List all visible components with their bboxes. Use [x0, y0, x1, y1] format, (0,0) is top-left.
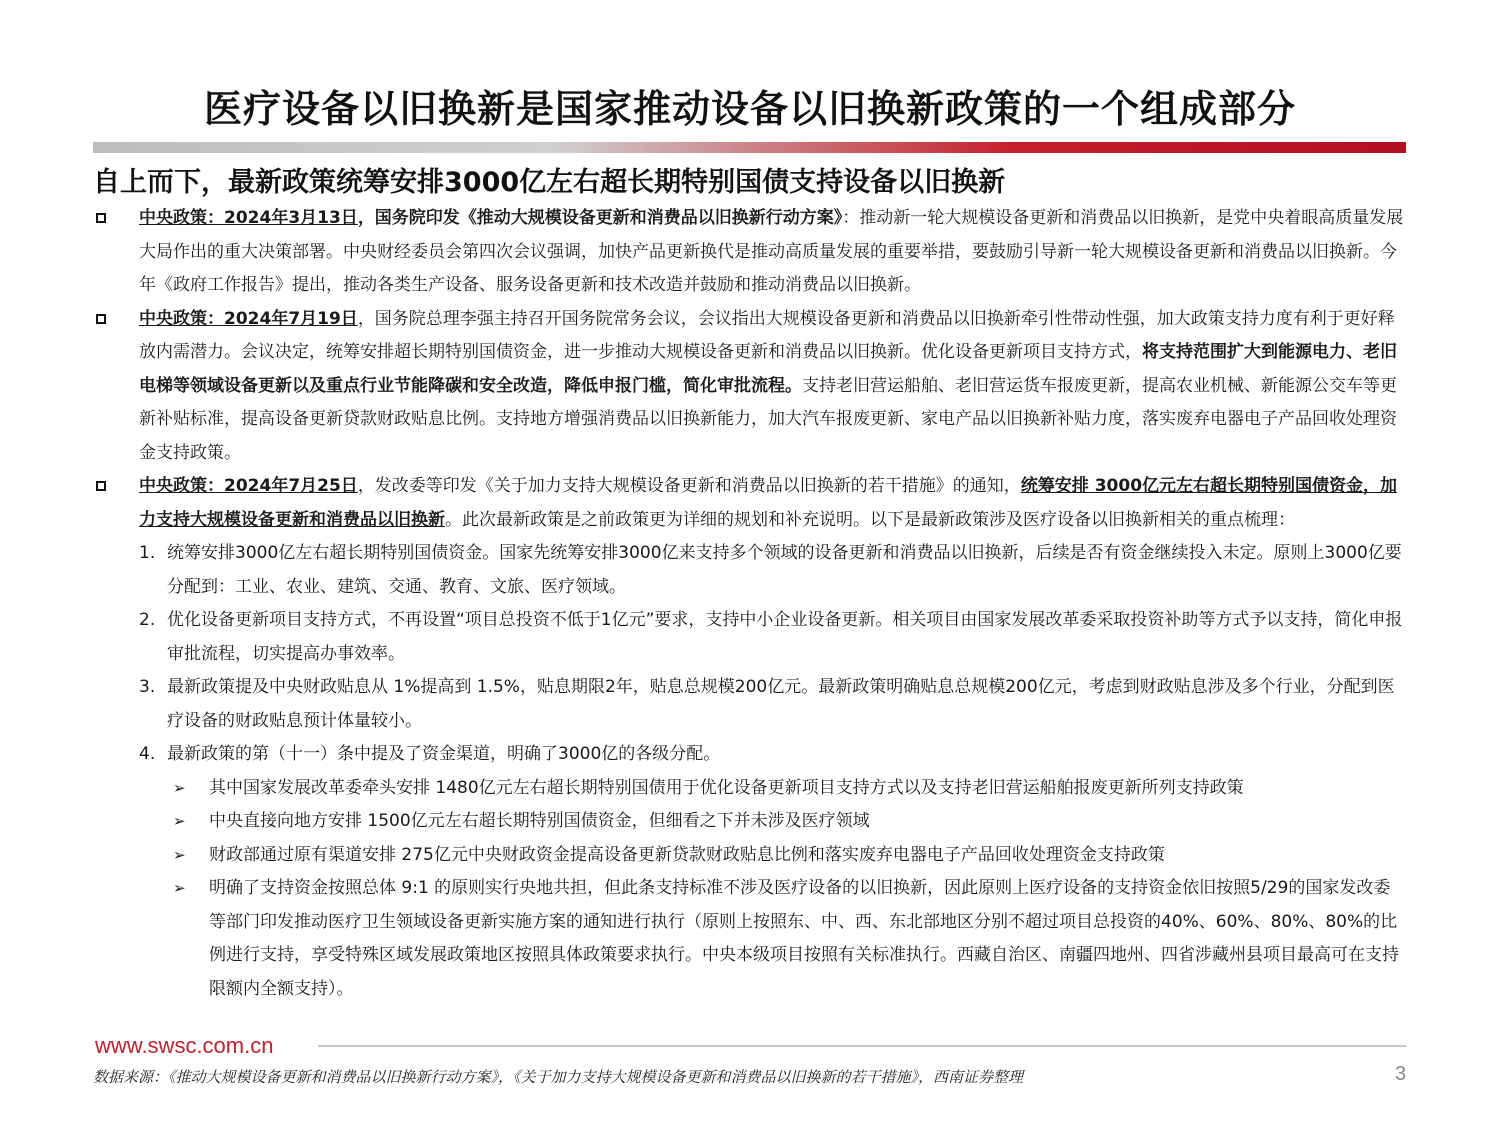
policy-text: ，国务院总理李强主持召开国务院常务会议，会议指出大规模设备更新和消费品以旧换新牵引性带动性强，加大政策支持力度有利于更好释放内需潜力。会议决定，统筹安排超长期特别国债资金，进一步推动大规模设备更新和消费品以旧换新。优化设备更新项目支持方式，	[139, 308, 1395, 362]
policy-paragraph-3	[93, 470, 1406, 537]
square-bullet-icon	[96, 481, 106, 491]
item-text: 统筹安排3000亿左右超长期特别国债资金。国家先统筹安排3000亿来支持多个领域的设备更新和消费品以旧换新，后续是否有资金继续投入未定。原则上3000亿要分配到：工业、农业、建筑、交通、教育、文旅、医疗领域。	[167, 543, 1402, 597]
policy-text: 。此次最新政策是之前政策更为详细的规划和补充说明。以下是最新政策涉及医疗设备以旧换新相关的重点梳理：	[445, 509, 1295, 530]
item-number: 1.	[139, 543, 156, 563]
numbered-item	[93, 671, 1406, 738]
policy-date-label: 中央政策：2024年3月13日	[139, 208, 358, 228]
arrow-item-text: 财政部通过原有渠道安排 275亿元中央财政资金提高设备更新贷款财政贴息比例和落实废弃电器电子产品回收处理资金支持政策	[209, 844, 1165, 865]
item-text: 最新政策提及中央财政贴息从 1%提高到 1.5%，贴息期限2年，贴息总规模200亿元。最新政策明确贴息总规模200亿元，考虑到财政贴息涉及多个行业，分配到医疗设备的财政贴息预计体量较小。	[167, 677, 1395, 731]
arrow-item	[93, 839, 1406, 873]
content-body	[93, 202, 1406, 1006]
arrow-bullet-icon: ➢	[173, 812, 186, 830]
arrow-bullet-icon: ➢	[173, 845, 186, 864]
policy-date-label: 中央政策：2024年7月19日	[139, 308, 358, 329]
policy-doc-title: 《推动大规模设备更新和消费品以旧换新行动方案》	[459, 208, 843, 228]
policy-paragraph-1	[93, 202, 1406, 303]
numbered-item	[93, 738, 1406, 772]
item-text: 最新政策的第（十一）条中提及了资金渠道，明确了3000亿的各级分配。	[167, 744, 721, 764]
arrow-item-text: 其中国家发展改革委牵头安排 1480亿元左右超长期特别国债用于优化设备更新项目支持方式以及支持老旧营运船舶报废更新所列支持政策	[209, 777, 1244, 798]
arrow-item-text: 明确了支持资金按照总体 9:1 的原则实行央地共担，但此条支持标准不涉及医疗设备的以旧换新，因此原则上医疗设备的支持资金依旧按照5/29的国家发改委等部门印发推动医疗卫生领域设备更新实施方案的通知进行执行（原则上按照东、中、西、东北部地区分别不超过项目总投资的40%、60%、80%、80%的比例进行支持，享受特殊区域发展政策地区按照具体政策要求执行。中央本级项目按照有关标准执行。西藏自治区、南疆四地州、四省涉藏州县项目最高可在支持限额内全额支持）。	[209, 878, 1399, 999]
item-number: 3.	[139, 677, 156, 697]
policy-text: ，国务院印发	[357, 208, 460, 228]
item-number: 4.	[139, 744, 156, 764]
arrow-item	[93, 772, 1406, 806]
arrow-bullet-icon: ➢	[173, 778, 186, 797]
arrow-bullet-icon: ➢	[173, 879, 186, 897]
policy-highlight: 统筹安排 3000亿元左右超长期特别国债资金，加力支持大规模设备更新和消费品以旧换新	[139, 476, 1398, 530]
policy-paragraph-2	[93, 303, 1406, 471]
page-number: 3	[1395, 1063, 1407, 1085]
item-number: 2.	[139, 610, 156, 630]
policy-text: ，发改委等印发《关于加力支持大规模设备更新和消费品以旧换新的若干措施》的通知，	[357, 476, 1021, 496]
arrow-item	[93, 805, 1406, 839]
arrow-item	[93, 872, 1406, 1006]
policy-highlight: 将支持范围扩大到能源电力、老旧电梯等领域设备更新以及重点行业节能降碳和安全改造，降低申报门槛，简化审批流程。	[139, 342, 1397, 396]
policy-text: ：推动新一轮大规模设备更新和消费品以旧换新，是党中央着眼高质量发展大局作出的重大决策部署。中央财经委员会第四次会议强调，加快产品更新换代是推动高质量发展的重要举措，要鼓励引导新一轮大规模设备更新和消费品以旧换新。今年《政府工作报告》提出，推动各类生产设备、服务设备更新和技术改造并鼓励和推动消费品以旧换新。	[139, 208, 1404, 295]
website-link[interactable]: www.swsc.com.cn	[95, 1033, 274, 1058]
numbered-item	[93, 604, 1406, 671]
title-divider	[93, 142, 1406, 153]
policy-text: 支持老旧营运船舶、老旧营运货车报废更新，提高农业机械、新能源公交车等更新补贴标准，提高设备更新贷款财政贴息比例。支持地方增强消费品以旧换新能力，加大汽车报废更新、家电产品以旧换新补贴力度，落实废弃电器电子产品回收处理资金支持政策。	[139, 375, 1397, 463]
section-subtitle: 自上而下，最新政策统筹安排3000亿左右超长期特别国债支持设备以旧换新	[93, 167, 1006, 198]
arrow-item-text: 中央直接向地方安排 1500亿元左右超长期特别国债资金，但细看之下并未涉及医疗领域	[209, 811, 870, 831]
item-text: 优化设备更新项目支持方式，不再设置“项目总投资不低于1亿元”要求，支持中小企业设备更新。相关项目由国家发展改革委采取投资补助等方式予以支持，简化申报审批流程，切实提高办事效率。	[167, 610, 1403, 664]
square-bullet-icon	[96, 213, 106, 223]
data-source-note: 数据来源：《推动大规模设备更新和消费品以旧换新行动方案》，《关于加力支持大规模设备更新和消费品以旧换新的若干措施》，西南证券整理	[93, 1068, 1024, 1086]
square-bullet-icon	[96, 314, 106, 324]
footer-divider	[318, 1045, 1406, 1047]
numbered-item	[93, 537, 1406, 604]
policy-date-label: 中央政策：2024年7月25日	[139, 476, 358, 496]
page-title: 医疗设备以旧换新是国家推动设备以旧换新政策的一个组成部分	[203, 87, 1296, 131]
